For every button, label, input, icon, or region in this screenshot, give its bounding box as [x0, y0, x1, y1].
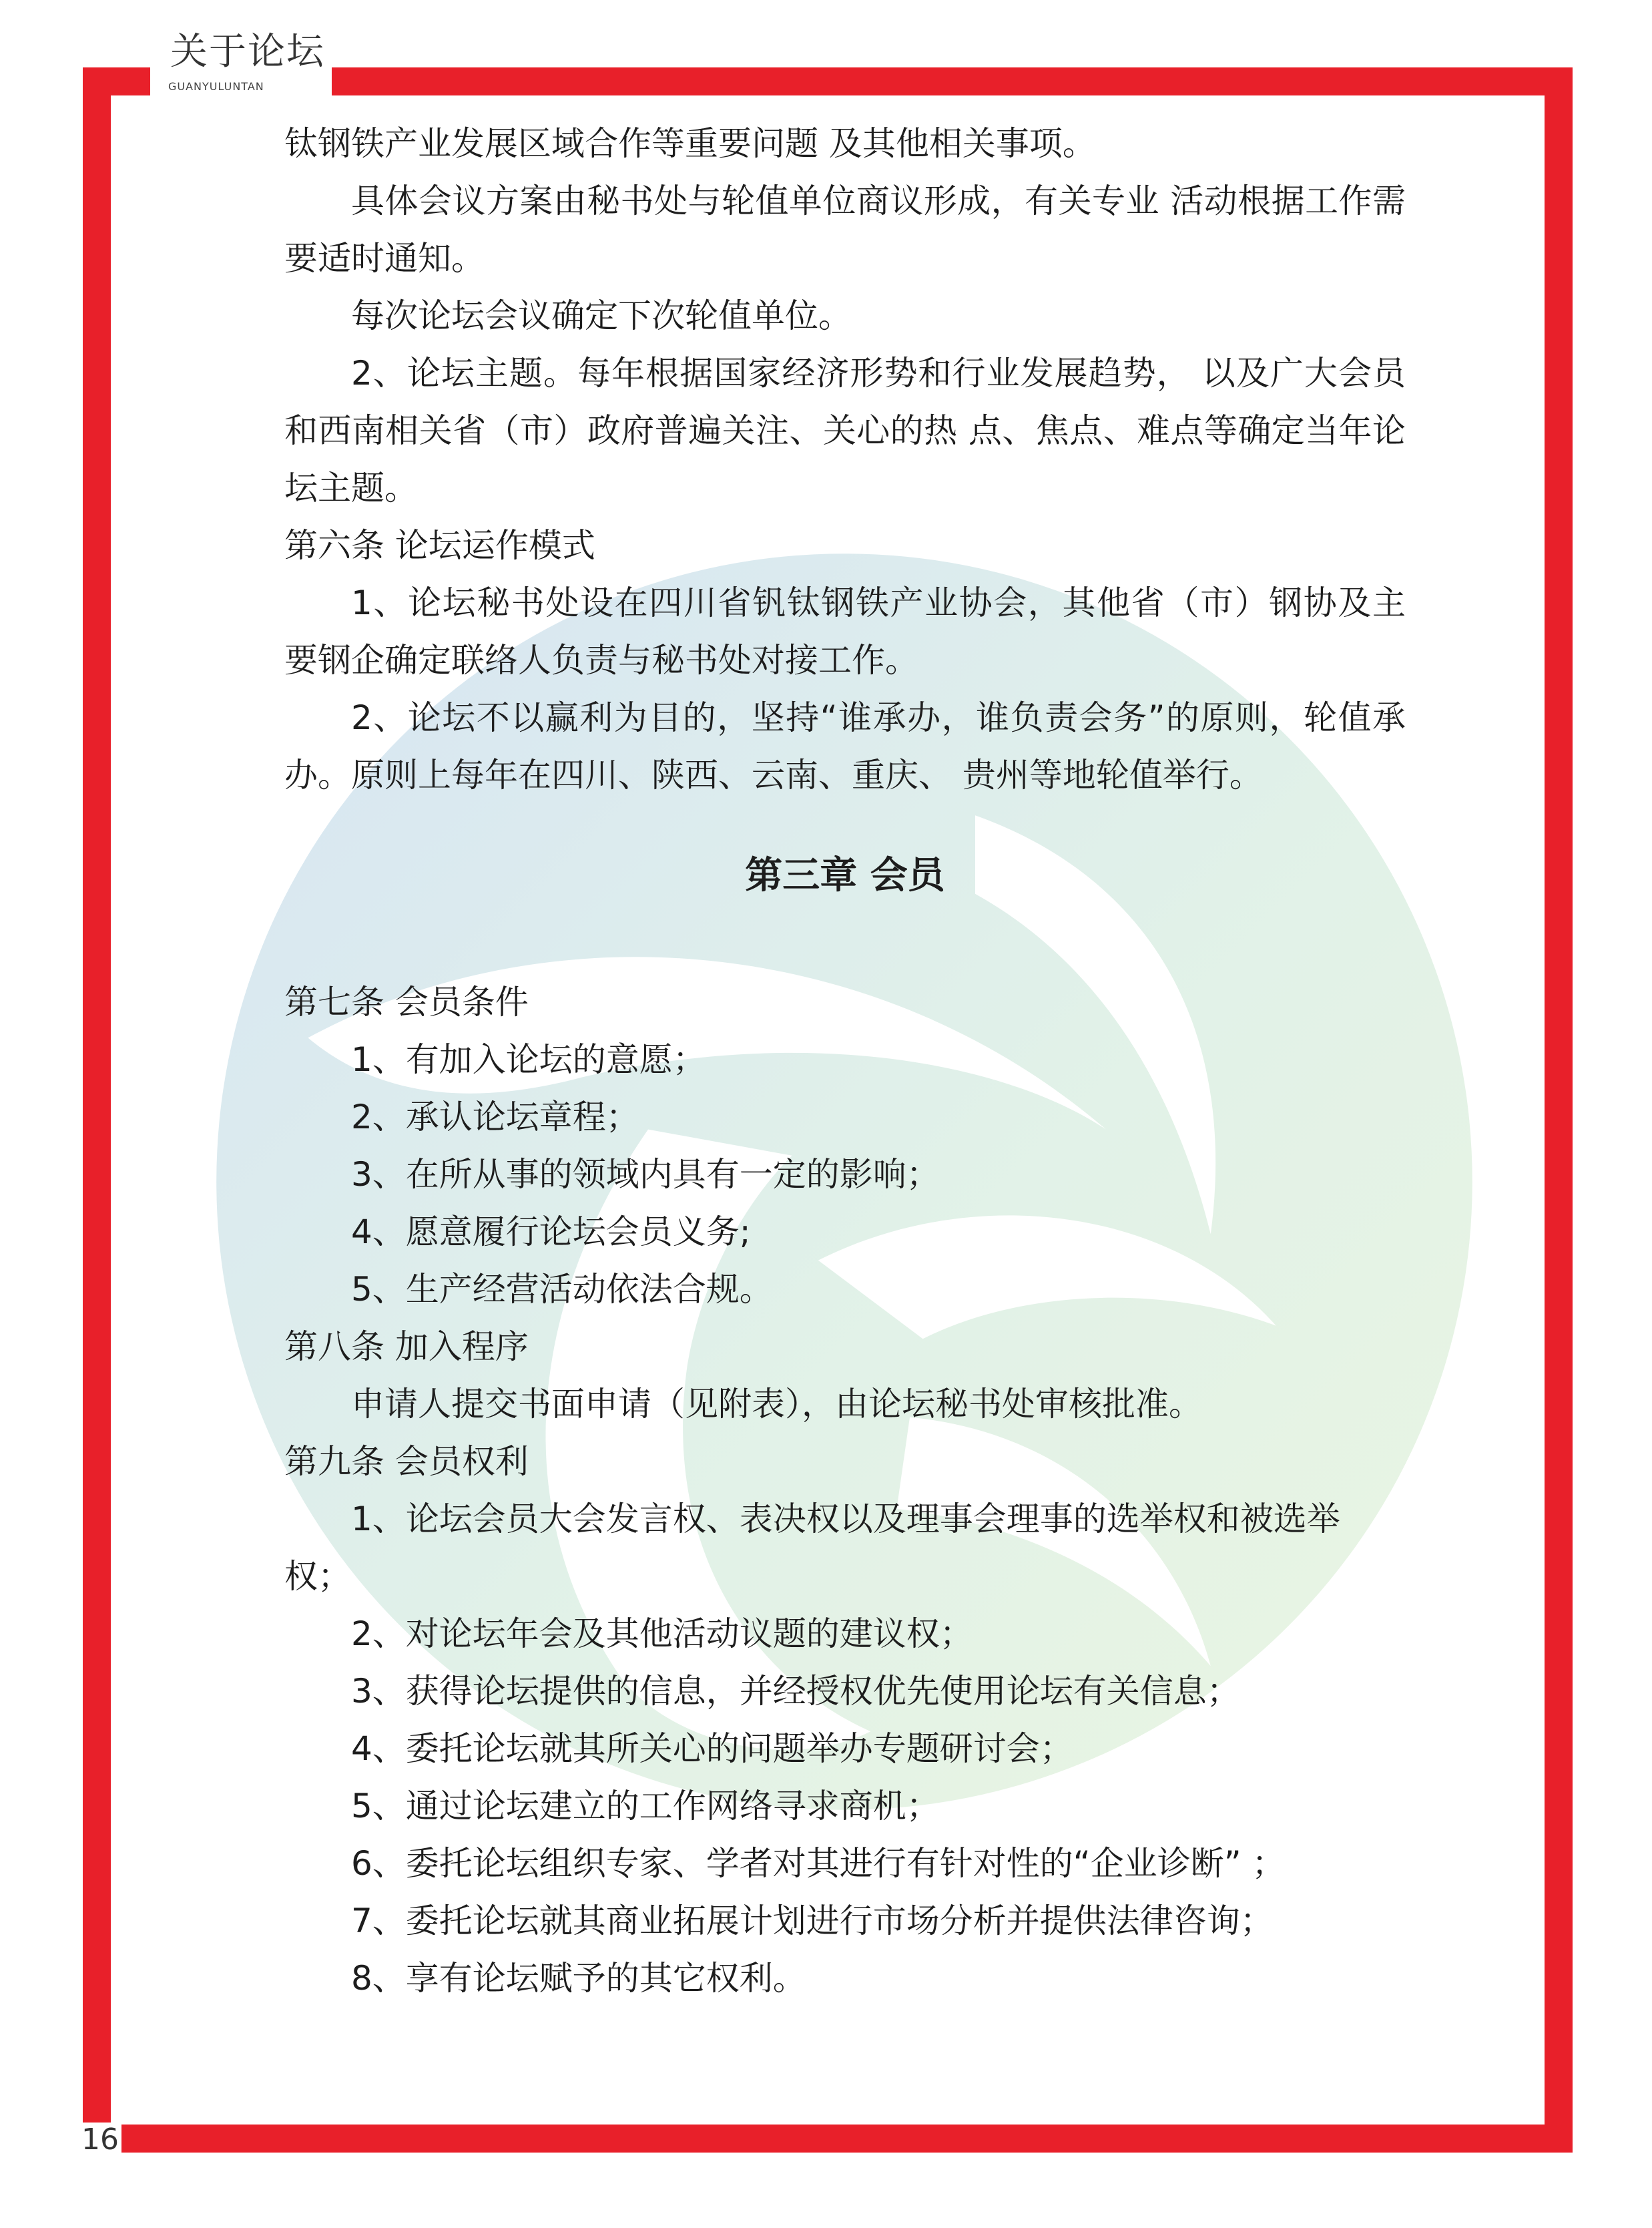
- page-number: 16: [79, 2123, 121, 2157]
- list-item: 1、论坛会员大会发言权、表决权以及理事会理事的选举权和被选举权；: [284, 1500, 1340, 1596]
- paragraph: 申请人提交书面申请（见附表），由论坛秘书处审核批准。: [351, 1385, 1202, 1423]
- article-heading: 第八条 加入程序: [284, 1327, 529, 1366]
- list-item: 4、委托论坛就其所关心的问题举办专题研讨会；: [351, 1729, 1073, 1768]
- paragraph: 2、论坛主题。每年根据国家经济形势和行业发展趋势， 以及广大会员和西南相关省（市）政府普遍关注、关心的热 点、焦点、难点等确定当年论坛主题。: [284, 354, 1406, 507]
- paragraph: 1、论坛秘书处设在四川省钒钛钢铁产业协会，其他省（市）钢协及主要钢企确定联络人负责与秘书处对接工作。: [284, 584, 1406, 680]
- list-item: 4、愿意履行论坛会员义务;: [351, 1212, 751, 1251]
- article-heading: 第七条 会员条件: [284, 983, 529, 1022]
- header-title: 关于论坛: [170, 30, 325, 73]
- list-item: 3、在所从事的领域内具有一定的影响；: [351, 1155, 940, 1194]
- list-item: 3、获得论坛提供的信息，并经授权优先使用论坛有关信息；: [351, 1672, 1240, 1711]
- paragraph: 每次论坛会议确定下次轮值单位。: [351, 296, 852, 335]
- paragraph: 钛钢铁产业发展区域合作等重要问题 及其他相关事项。: [284, 124, 1096, 163]
- list-item: 5、生产经营活动依法合规。: [351, 1270, 773, 1309]
- list-item: 8、享有论坛赋予的其它权利。: [351, 1959, 806, 1998]
- list-item: 2、对论坛年会及其他活动议题的建议权；: [351, 1614, 973, 1653]
- document-body: [284, 115, 1406, 2007]
- list-item: 7、委托论坛就其商业拓展计划进行市场分析并提供法律咨询；: [351, 1902, 1274, 1940]
- list-item: 6、委托论坛组织专家、学者对其进行有针对性的“企业诊断” ；: [351, 1844, 1286, 1883]
- list-item: 5、通过论坛建立的工作网络寻求商机；: [351, 1787, 940, 1825]
- chapter-title: 第三章 会员: [745, 854, 945, 897]
- list-item: 1、有加入论坛的意愿；: [351, 1040, 706, 1079]
- article-heading: 第六条 论坛运作模式: [284, 526, 595, 565]
- paragraph: 具体会议方案由秘书处与轮值单位商议形成，有关专业 活动根据工作需要适时通知。: [284, 182, 1406, 278]
- paragraph: 2、论坛不以赢利为目的，坚持“谁承办，谁负责会务”的原则，轮值承办。原则上每年在四川、陕西、云南、重庆、 贵州等地轮值举行。: [284, 698, 1406, 795]
- list-item: 2、承认论坛章程；: [351, 1098, 639, 1136]
- header-subtitle: GUANYULUNTAN: [168, 80, 264, 93]
- article-heading: 第九条 会员权利: [284, 1442, 529, 1481]
